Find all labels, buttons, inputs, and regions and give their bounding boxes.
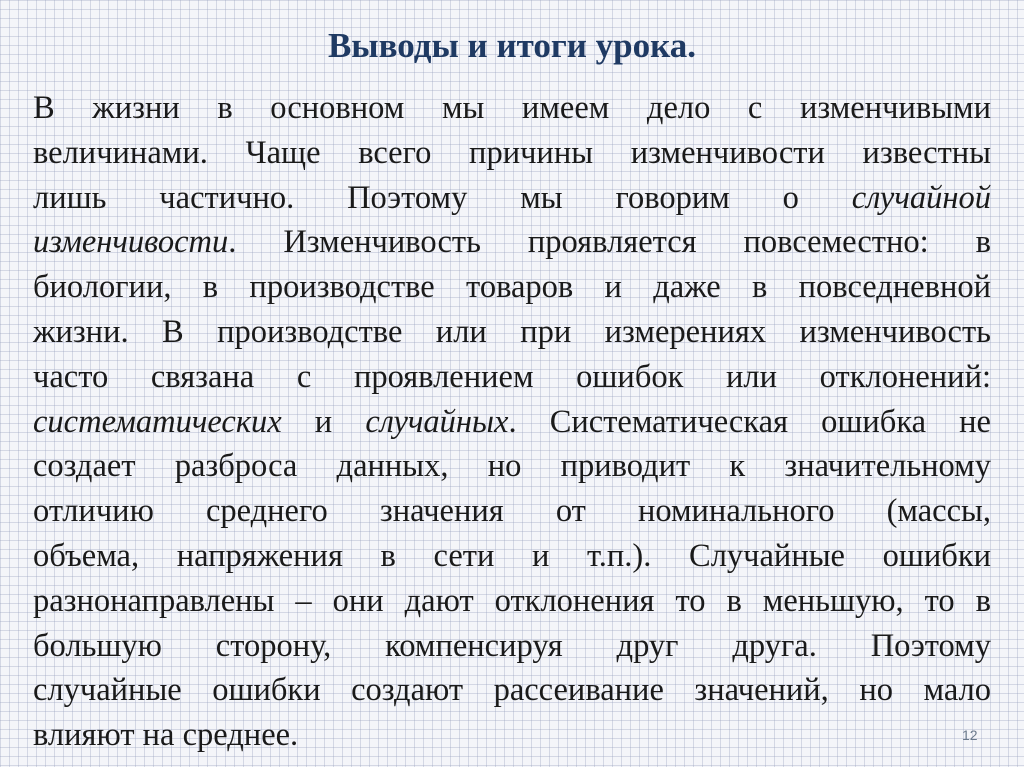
body-line-3: лишь частично. Поэтому мы говорим о случайной	[33, 179, 991, 216]
italic-term: систематических	[33, 403, 282, 440]
body-line-5: биологии, в производстве товаров и даже в повседневной	[33, 269, 991, 306]
body-line-9: создает разброса данных, но приводит к значительному	[33, 448, 991, 485]
body-line-10: отличию среднего значения от номинального (массы,	[33, 493, 991, 530]
italic-term: изменчивости	[33, 224, 229, 261]
body-line-15: влияют на среднее.	[33, 717, 299, 754]
slide-title: Выводы и итоги урока.	[327, 26, 697, 65]
body-line-4: изменчивости. Изменчивость проявляется повсеместно: в	[33, 224, 991, 261]
body-line-13: большую сторону, компенсируя друг друга. Поэтому	[33, 627, 991, 664]
italic-term: случайной	[851, 179, 991, 216]
body-line-1: В жизни в основном мы имеем дело с изменчивыми	[33, 90, 991, 126]
page-number: 12	[962, 727, 978, 743]
slide-body	[33, 86, 991, 758]
italic-term: случайных	[365, 403, 509, 440]
body-line-11: объема, напряжения в сети и т.п.). Случайные ошибки	[33, 537, 991, 574]
body-line-7: часто связана с проявлением ошибок или отклонений:	[33, 358, 991, 395]
body-line-8: систематических и случайных. Систематическая ошибка не	[33, 403, 991, 440]
body-line-6: жизни. В производстве или при измерениях изменчивость	[33, 313, 991, 350]
body-line-12: разнонаправлены – они дают отклонения то в меньшую, то в	[33, 582, 991, 619]
body-line-2: величинами. Чаще всего причины изменчивости известны	[33, 134, 991, 171]
body-line-14: случайные ошибки создают рассеивание значений, но мало	[33, 672, 991, 709]
